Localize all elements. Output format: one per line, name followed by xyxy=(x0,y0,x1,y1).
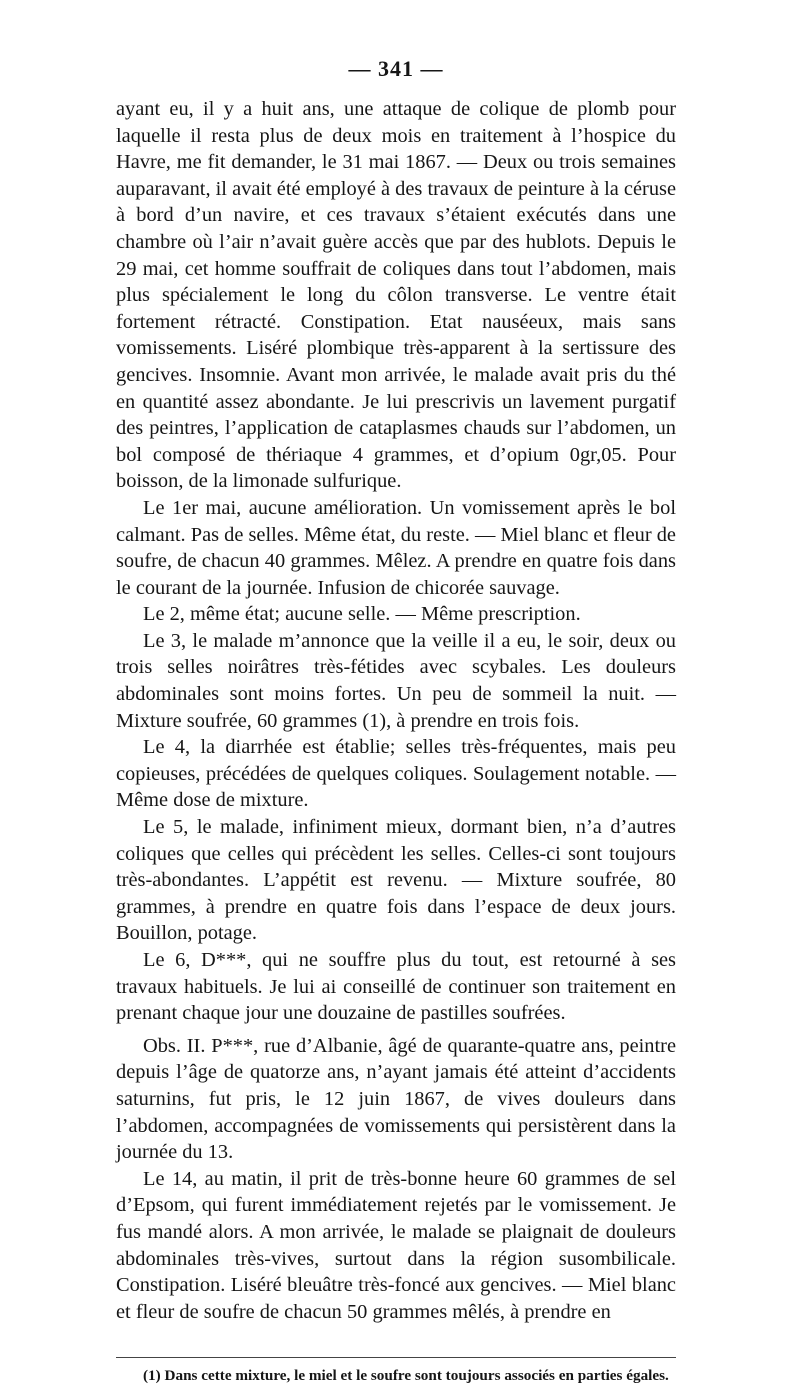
body-text xyxy=(116,96,676,1325)
paragraph-le-14: Le 14, au matin, il prit de très-bonne heure 60 grammes de sel d’Epsom, qui furent immédiatement rejetés par le vomissement. Je fus mandé alors. A mon arrivée, le malade se plaignait de douleurs abdominales très-vives, surtout dans la région susombilicale. Constipation. Liséré bleuâtre très-foncé aux gencives. — Miel blanc et fleur de soufre de chacun 50 grammes mêlés, à prendre en xyxy=(116,1167,676,1323)
paragraph-obs-ii: Obs. II. P***, rue d’Albanie, âgé de quarante-quatre ans, peintre depuis l’âge de quatorze ans, n’ayant jamais été atteint d’accidents saturnins, fut pris, le 12 juin 1867, de vives douleurs dans l’abdomen, accompagnées de vomissements qui persistèrent dans la journée du 13. xyxy=(116,1034,676,1164)
footnote-divider xyxy=(116,1357,676,1358)
book-page xyxy=(116,56,676,1386)
paragraph-le-2: Le 2, même état; aucune selle. — Même prescription. xyxy=(143,603,581,626)
footnote xyxy=(116,1366,676,1386)
paragraph-le-6: Le 6, D***, qui ne souffre plus du tout, est retourné à ses travaux habituels. Je lui ai conseillé de continuer son traitement en prenant chaque jour une douzaine de pastilles soufrées. xyxy=(116,949,676,1025)
paragraph-1er-mai: Le 1er mai, aucune amélioration. Un vomissement après le bol calmant. Pas de selles. Même état, du reste. — Miel blanc et fleur de soufre, de chacun 40 grammes. Mêlez. A prendre en quatre fois dans le courant de la journée. Infusion de chicorée sauvage. xyxy=(116,496,676,599)
paragraph-le-3: Le 3, le malade m’annonce que la veille il a eu, le soir, deux ou trois selles noirâtres très-fétides avec scybales. Les douleurs abdominales sont moins fortes. Un peu de sommeil la nuit. — Mixture soufrée, 60 grammes (1), à prendre en trois fois. xyxy=(116,629,676,732)
paragraph-continuation: ayant eu, il y a huit ans, une attaque de colique de plomb pour laquelle il resta plus de deux mois en traitement à l’hospice du Havre, me fit demander, le 31 mai 1867. — Deux ou trois semaines auparavant, il avait été employé à des travaux de peinture à la céruse à bord d’un navire, et ces travaux s’étaient exécutés dans une chambre où l’air n’avait guère accès que par des hublots. Depuis le 29 mai, cet homme souffrait de coliques dans tout l’abdomen, mais plus spécialement le long du côlon transverse. Le ventre était fortement rétracté. Constipation. Etat nauséeux, mais sans vomissements. Liséré plombique très-apparent à la sertissure des gencives. Insomnie. Avant mon arrivée, le malade avait pris du thé en quantité assez abondante. Je lui prescrivis un lavement purgatif des peintres, l’application de cataplasmes chauds sur l’abdomen, un bol composé de thériaque 4 grammes, et d’opium 0gr,05. Pour boisson, de la limonade sulfurique. xyxy=(116,98,676,493)
paragraph-le-4: Le 4, la diarrhée est établie; selles très-fréquentes, mais peu copieuses, précédées de quelques coliques. Soulagement notable. — Même dose de mixture. xyxy=(116,736,676,812)
footnote-text: (1) Dans cette mixture, le miel et le soufre sont toujours associés en parties égales. xyxy=(143,1367,669,1385)
page-number: — 341 — xyxy=(348,56,444,81)
paragraph-le-5: Le 5, le malade, infiniment mieux, dormant bien, n’a d’autres coliques que celles qui précèdent les selles. Celles-ci sont toujours très-abondantes. L’appétit est revenu. — Mixture soufrée, 80 grammes, à prendre en quatre fois dans l’espace de deux jours. Bouillon, potage. xyxy=(116,816,676,945)
